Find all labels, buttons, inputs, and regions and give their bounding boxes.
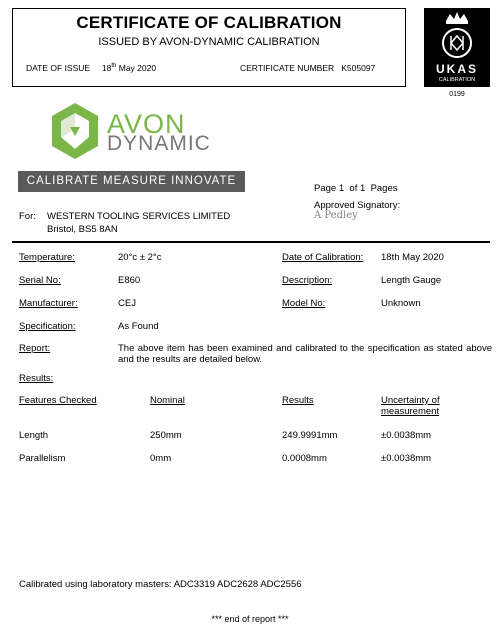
customer-address: Bristol, BS5 8AN <box>47 224 118 235</box>
manufacturer-label: Manufacturer: <box>19 298 78 309</box>
specification-label: Specification: <box>19 321 76 332</box>
serial-label: Serial No: <box>19 275 61 286</box>
date-of-issue-rest: May 2020 <box>118 63 157 73</box>
results-label: Results: <box>19 373 54 384</box>
description-value: Length Gauge <box>381 275 442 286</box>
certificate-number-value: K505097 <box>341 63 376 73</box>
table-row-1-nominal: 0mm <box>150 453 172 464</box>
page-count <box>314 183 398 194</box>
calibration-masters: Calibrated using laboratory masters: ADC3319 ADC2628 ADC2556 <box>19 579 302 590</box>
table-row-1-uncertainty: ±0.0038mm <box>381 453 432 464</box>
manufacturer-value: CEJ <box>118 298 136 309</box>
logo-tagline: CALIBRATE MEASURE INNOVATE <box>18 171 245 192</box>
table-header-features: Features Checked <box>19 395 97 406</box>
date-of-issue-label: DATE OF ISSUE <box>26 63 91 73</box>
table-row-0-nominal: 250mm <box>150 430 182 441</box>
table-header-nominal: Nominal <box>150 395 185 406</box>
ukas-subtext: CALIBRATION <box>438 77 476 83</box>
issued-by: ISSUED BY AVON-DYNAMIC CALIBRATION <box>98 36 320 48</box>
page-label: Page <box>314 183 337 194</box>
section-divider <box>12 241 490 243</box>
avon-dynamic-logo-icon <box>48 103 102 164</box>
table-row-1-result: 0.0008mm <box>282 453 327 464</box>
approved-signatory-label: Approved Signatory: <box>314 200 401 211</box>
ukas-number: 0199 <box>449 91 465 98</box>
certificate-number <box>240 63 375 73</box>
date-of-issue <box>26 63 156 73</box>
ukas-text: UKAS <box>435 62 478 76</box>
end-of-report: *** end of report *** <box>211 614 289 624</box>
table-row-0-feature: Length <box>19 430 49 441</box>
logo-text-avon: AVON <box>107 109 186 139</box>
pages-label: Pages <box>370 183 398 194</box>
date-of-issue-day: 18 <box>101 63 112 73</box>
page-total: 1 <box>359 183 366 194</box>
table-row-0-result: 249.9991mm <box>282 430 338 441</box>
page-of-label: of <box>349 183 358 194</box>
report-text: The above item has been examined and calibrated to the specification as stated above and the results are detailed below. <box>118 343 492 365</box>
certificate-header <box>12 8 406 87</box>
model-value: Unknown <box>381 298 421 309</box>
report-label: Report: <box>19 343 51 354</box>
table-row-1-feature: Parallelism <box>19 453 66 464</box>
date-of-calibration-value: 18th May 2020 <box>381 252 444 263</box>
table-header-uncertainty: Uncertainty of measurement <box>381 395 440 417</box>
temperature-value: 20°c ± 2°c <box>118 252 162 263</box>
specification-value: As Found <box>118 321 159 332</box>
date-of-calibration-label: Date of Calibration: <box>282 252 364 263</box>
customer-for-label: For: <box>19 211 36 222</box>
certificate-title: CERTIFICATE OF CALIBRATION <box>76 13 342 32</box>
model-label: Model No: <box>282 298 326 309</box>
table-row-0-uncertainty: ±0.0038mm <box>381 430 432 441</box>
certificate-number-label: CERTIFICATE NUMBER <box>240 63 335 73</box>
customer-name: WESTERN TOOLING SERVICES LIMITED <box>47 211 231 222</box>
ukas-mark <box>424 8 490 87</box>
table-header-results: Results <box>282 395 314 406</box>
temperature-label: Temperature: <box>19 252 75 263</box>
signatory-signature: A Pedley <box>314 210 358 221</box>
description-label: Description: <box>282 275 333 286</box>
date-of-issue-suffix: th <box>111 63 117 70</box>
page-number: 1 <box>338 183 345 194</box>
logo-text-dynamic: DYNAMIC <box>107 132 211 155</box>
serial-value: E860 <box>118 275 141 286</box>
